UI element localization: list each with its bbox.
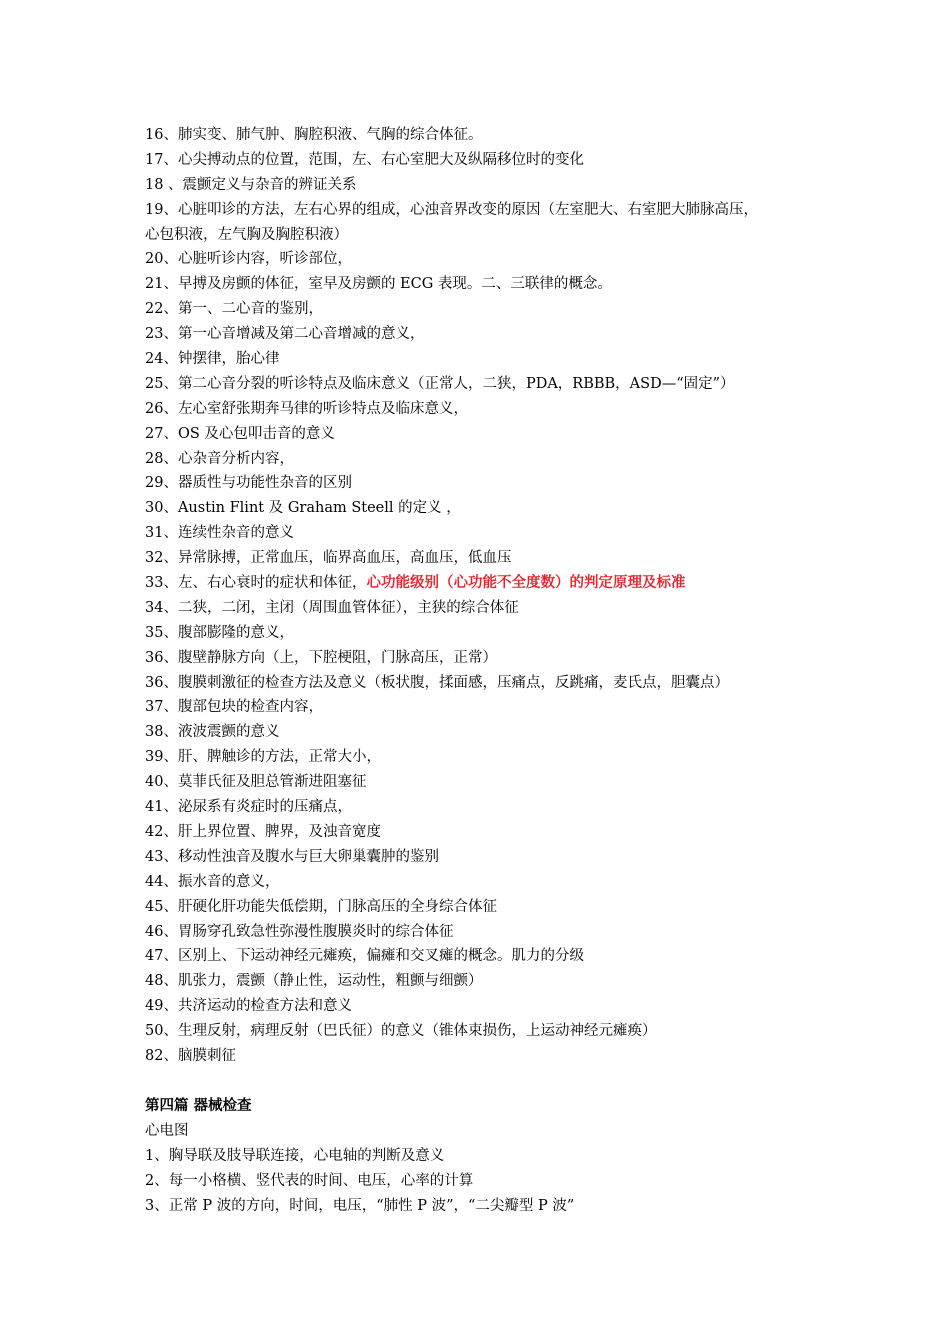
list-item: 17、心尖搏动点的位置，范围，左、右心室肥大及纵隔移位时的变化 [145,151,584,168]
list-item: 3、正常 P 波的方向，时间，电压，“肺性 P 波”，“二尖瓣型 P 波” [145,1197,575,1214]
list-item: 43、移动性浊音及腹水与巨大卵巢囊肿的鉴别 [145,848,439,865]
list-item: 48、肌张力，震颤（静止性，运动性，粗颤与细颤） [145,973,483,990]
section-subtitle: 心电图 [145,1122,189,1139]
list-item: 38、液波震颤的意义 [145,724,280,741]
list-item: 25、第二心音分裂的听诊特点及临床意义（正常人，二狭，PDA，RBBB，ASD—“固定”） [145,375,735,392]
list-item: 23、第一心音增减及第二心音增减的意义， [145,326,425,343]
list-item: 36、腹膜刺激征的检查方法及意义（板状腹，揉面感，压痛点，反跳痛，麦氏点，胆囊点） [145,674,729,691]
list-item: 27、OS 及心包叩击音的意义 [145,425,335,442]
list-item: 32、异常脉搏，正常血压，临界高血压，高血压，低血压 [145,550,512,567]
list-item: 45、肝硬化肝功能失低偿期，门脉高压的全身综合体征 [145,898,497,915]
list-item: 40、莫菲氏征及胆总管渐进阻塞征 [145,774,367,791]
list-item-33 [145,571,825,596]
list-item: 30、Austin Flint 及 Graham Steell 的定义 ， [145,500,461,517]
list-item: 41、泌尿系有炎症时的压痛点， [145,799,352,816]
list-item: 35、腹部膨隆的意义， [145,624,294,641]
list-item: 44、振水音的意义， [145,873,280,890]
list-item: 46、胃肠穿孔致急性弥漫性腹膜炎时的综合体征 [145,923,454,940]
list-item: 31、连续性杂音的意义 [145,525,294,542]
list-item: 2、每一小格横、竖代表的时间、电压，心率的计算 [145,1172,474,1189]
list-item: 心包积液，左气胸及胸腔积液） [145,226,348,243]
section-list [145,1144,825,1219]
list-item: 16、肺实变、肺气肿、胸腔积液、气胸的综合体征。 [145,127,483,143]
section-title: 第四篇 器械检查 [145,1097,252,1114]
list-item: 29、器质性与功能性杂音的区别 [145,475,352,492]
list-block-1 [145,123,825,596]
list-item: 18 、震颤定义与杂音的辨证关系 [145,176,357,193]
list-item: 1、胸导联及肢导联连接，心电轴的判断及意义 [145,1147,445,1164]
document-page [145,123,825,1218]
item33-prefix: 33、左、右心衰时的症状和体征， [145,575,367,592]
item33-highlight: 心功能级别（心功能不全度数）的判定原理及标准 [366,575,686,592]
list-item: 28、心杂音分析内容， [145,450,294,467]
list-item: 22、第一、二心音的鉴别， [145,301,323,318]
list-item: 42、肝上界位置、脾界，及浊音宽度 [145,823,381,840]
list-item: 49、共济运动的检查方法和意义 [145,998,352,1015]
list-item: 34、二狭，二闭，主闭（周围血管体征），主狭的综合体征 [145,599,519,616]
list-item: 20、心脏听诊内容，听诊部位， [145,251,352,268]
list-item: 24、钟摆律，胎心律 [145,351,280,368]
list-item: 19、心脏叩诊的方法，左右心界的组成，心浊音界改变的原因（左室肥大、右室肥大肺脉高压， [145,201,758,218]
list-item: 26、左心室舒张期奔马律的听诊特点及临床意义， [145,400,468,417]
list-item: 37、腹部包块的检查内容， [145,699,323,716]
list-item: 36、腹壁静脉方向（上，下腔梗阻，门脉高压，正常） [145,649,497,666]
list-item: 47、区别上、下运动神经元瘫痪，偏瘫和交叉瘫的概念。肌力的分级 [145,948,584,965]
list-item: 50、生理反射，病理反射（巴氏征）的意义（锥体束损伤，上运动神经元瘫痪） [145,1023,657,1040]
list-block-2 [145,596,825,1069]
list-item: 39、肝、脾触诊的方法，正常大小， [145,749,381,766]
list-item: 82、脑膜刺征 [145,1047,236,1064]
list-item: 21、早搏及房颤的体征，室早及房颤的 ECG 表现。二、三联律的概念。 [145,276,612,293]
